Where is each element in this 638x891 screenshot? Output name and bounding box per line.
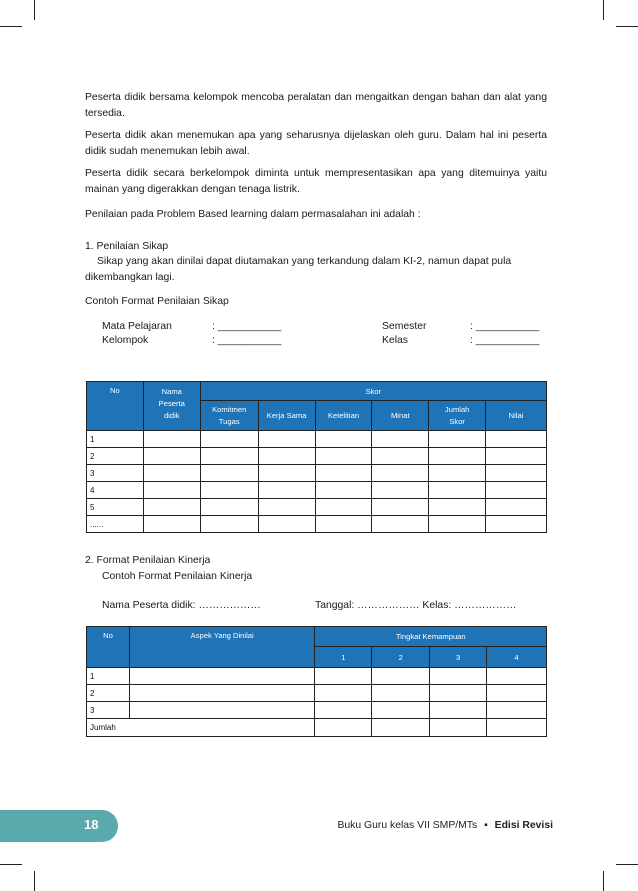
crop-mark bbox=[603, 871, 604, 891]
nama-field: Nama Peserta didik: ……………… bbox=[102, 600, 261, 611]
header-level-4: 4 bbox=[487, 647, 547, 668]
row-number: 1 bbox=[87, 431, 144, 448]
row-number: 2 bbox=[87, 685, 130, 702]
header-no: No bbox=[87, 627, 130, 668]
form-row-1 bbox=[85, 320, 547, 334]
header-ketelitian: Ketelitian bbox=[315, 401, 372, 431]
header-minat: Minat bbox=[372, 401, 429, 431]
page-number-tab bbox=[0, 810, 118, 842]
kinerja-table bbox=[86, 626, 547, 737]
header-level-3: 3 bbox=[430, 647, 487, 668]
paragraph: Penilaian pada Problem Based learning dalam permasalahan ini adalah : bbox=[85, 209, 421, 220]
row-number: ...... bbox=[87, 516, 144, 533]
section-heading: 2. Format Penilaian Kinerja bbox=[85, 555, 211, 566]
label-kelas: Kelas bbox=[382, 334, 408, 346]
tanggal-kelas-field: Tanggal: ……………… Kelas: ……………… bbox=[315, 600, 517, 611]
row-number: 3 bbox=[87, 702, 130, 719]
header-level-2: 2 bbox=[372, 647, 430, 668]
paragraph: Peserta didik bersama kelompok mencoba peralatan dan mengaitkan dengan bahan dan alat yang tersedia. bbox=[85, 92, 547, 119]
bullet-icon: ▪ bbox=[484, 820, 488, 831]
footer-text bbox=[337, 820, 553, 831]
info-line bbox=[85, 598, 547, 614]
page-content bbox=[85, 90, 547, 348]
row-number: 2 bbox=[87, 448, 144, 465]
header-level-1: 1 bbox=[315, 647, 372, 668]
paragraph: Peserta didik akan menemukan apa yang seharusnya dijelaskan oleh guru. Dalam hal ini peserta didik sudah menemukan lebih awal. bbox=[85, 130, 547, 157]
blank-field: : ___________ bbox=[212, 334, 282, 346]
header-jumlah-skor: Jumlah Skor bbox=[429, 401, 486, 431]
row-number: 4 bbox=[87, 482, 144, 499]
label-kelompok: Kelompok bbox=[102, 334, 149, 346]
header-kerja-sama: Kerja Sama bbox=[258, 401, 315, 431]
label-mata-pelajaran: Mata Pelajaran bbox=[102, 320, 172, 332]
header-nama: Nama Peserta didik bbox=[143, 382, 200, 431]
row-number: 5 bbox=[87, 499, 144, 516]
paragraph: Peserta didik secara berkelompok diminta untuk mempresentasikan apa yang ditemuinya yaitu mainan yang digerakkan dengan tenaga listrik. bbox=[85, 168, 547, 195]
page-number: 18 bbox=[84, 817, 99, 832]
row-number: 1 bbox=[87, 668, 130, 685]
crop-mark bbox=[34, 871, 35, 891]
blank-field: : ___________ bbox=[470, 320, 540, 332]
form-row-2 bbox=[85, 334, 547, 348]
book-title: Buku Guru kelas VII SMP/MTs bbox=[337, 820, 478, 831]
edition-label: Edisi Revisi bbox=[494, 820, 553, 831]
crop-mark bbox=[0, 26, 22, 27]
sikap-table bbox=[86, 381, 547, 533]
header-tingkat: Tingkat Kemampuan bbox=[315, 627, 547, 647]
label-semester: Semester bbox=[382, 320, 427, 332]
section-heading: 1. Penilaian Sikap bbox=[85, 240, 169, 252]
header-skor: Skor bbox=[200, 382, 546, 401]
section-2 bbox=[85, 553, 547, 614]
crop-mark bbox=[616, 26, 638, 27]
blank-field: : ___________ bbox=[470, 334, 540, 346]
header-aspek: Aspek Yang Dinilai bbox=[129, 627, 315, 668]
header-nilai: Nilai bbox=[486, 401, 547, 431]
format-title: Contoh Format Penilaian Sikap bbox=[85, 296, 229, 307]
row-number: 3 bbox=[87, 465, 144, 482]
crop-mark bbox=[616, 864, 638, 865]
subheading: Contoh Format Penilaian Kinerja bbox=[102, 570, 253, 582]
crop-mark bbox=[603, 0, 604, 20]
row-jumlah: Jumlah bbox=[87, 719, 315, 737]
header-no: No bbox=[87, 382, 144, 431]
crop-mark bbox=[34, 0, 35, 20]
header-komitmen: Komitmen Tugas bbox=[200, 401, 258, 431]
crop-mark bbox=[0, 864, 22, 865]
section-body: Sikap yang akan dinilai dapat diutamakan yang terkandung dalam KI-2, namun dapat pula dikembangkan lagi. bbox=[85, 256, 512, 283]
blank-field: : ___________ bbox=[212, 320, 282, 332]
